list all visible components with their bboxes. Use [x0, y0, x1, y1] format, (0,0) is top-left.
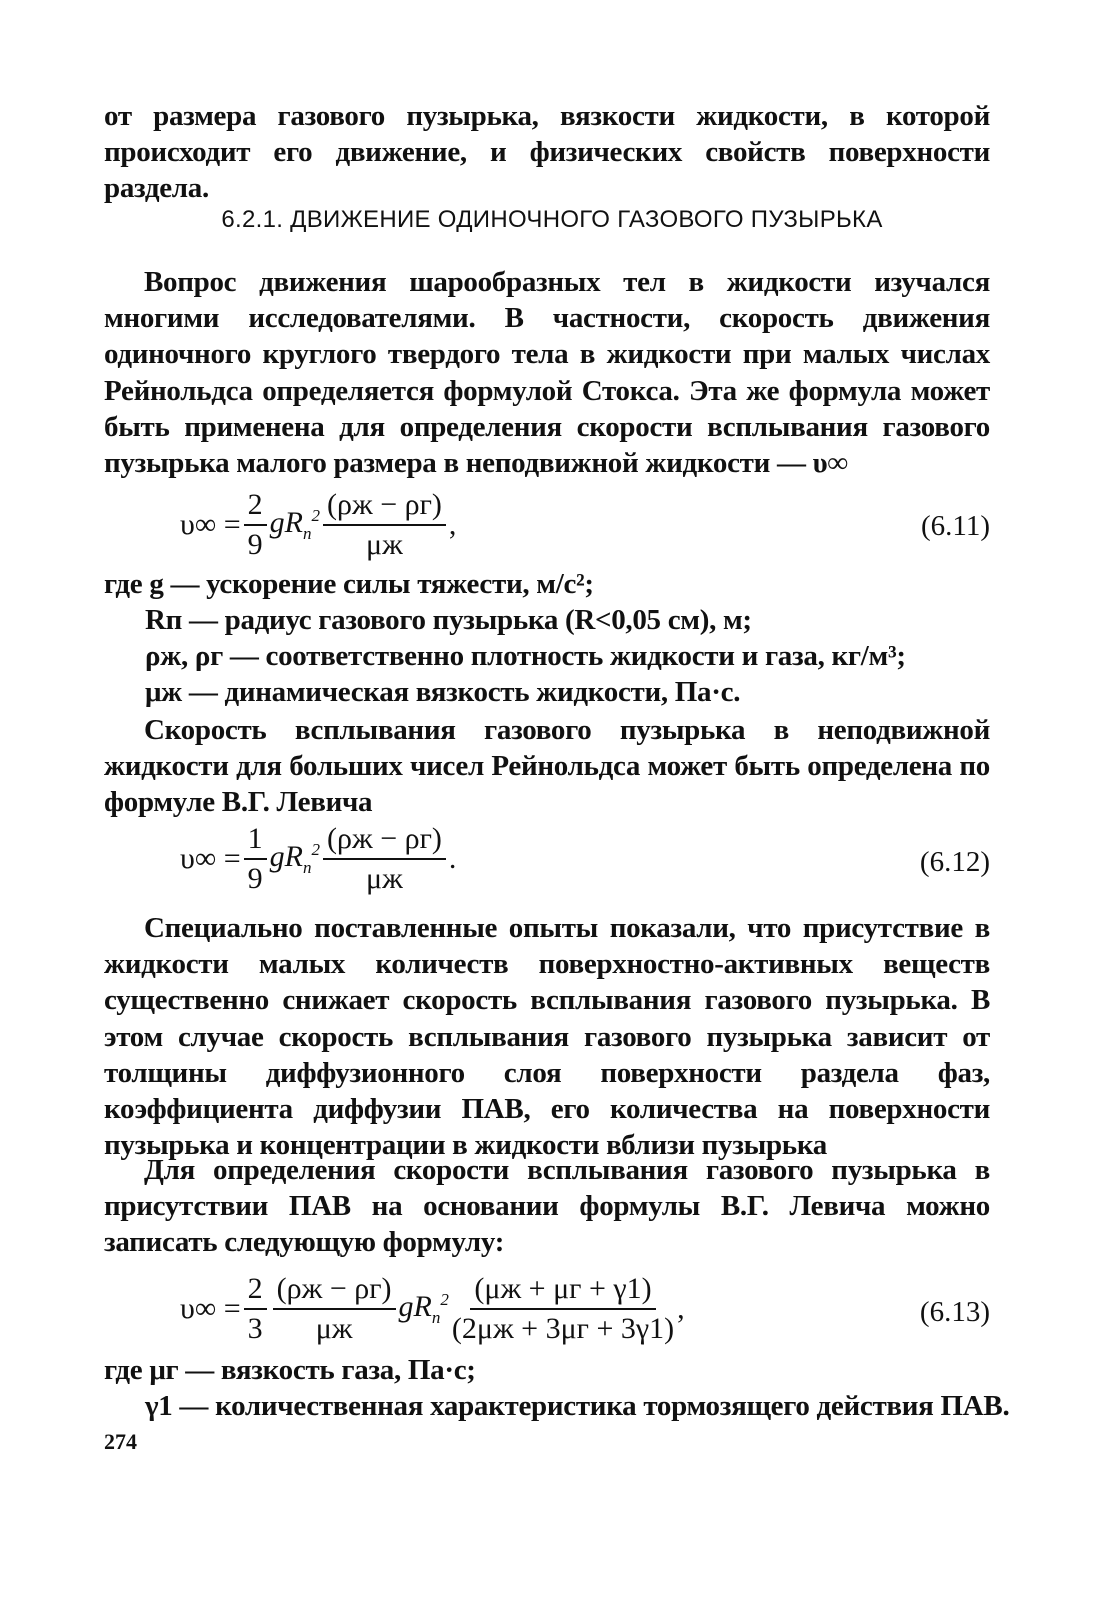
equation-number: (6.12) — [919, 846, 990, 878]
equation-number: (6.13) — [919, 1296, 990, 1328]
where-mu-g: где μг — вязкость газа, Па·с; — [104, 1354, 476, 1386]
section-heading: 6.2.1. ДВИЖЕНИЕ ОДИНОЧНОГО ГАЗОВОГО ПУЗЫРЬКА — [221, 206, 883, 233]
eq-gR: $gR_п^2$ — [269, 506, 320, 543]
where-gamma: γ1 — количественная характеристика тормозящего действия ПАВ. — [145, 1390, 1010, 1422]
paragraph-stokes: Вопрос движения шарообразных тел в жидкости изучался многими исследователями. В частности, скорость движения одиночного круглого твердого тела в жидкости при малых числах Рейнольдса определяется формулой Стокса. Эта же формула может быть применена для определения скорости всплывания газового пузырька малого размера в неподвижной жидкости — υ∞ — [104, 266, 990, 480]
eq-density-fraction: $\frac{(\rho ж - \rho г)}{\mu ж}$ — [323, 488, 446, 562]
paragraph-levich: Скорость всплывания газового пузырька в неподвижной жидкости для больших чисел Рейнольдса может быть определена по формуле В.Г. Левича — [104, 714, 990, 819]
equation-6-13: υ∞ = $\frac{2}{3}$ $\frac{(\rho ж - \rho г)}{\mu ж}$ $gR_п^2$ $\frac{(\mu ж + \mu г + \gamma 1)}{(2\mu ж + 3\mu г + 3\gamma 1)}$ , — [180, 1272, 685, 1345]
equation-6-11: υ∞ = $\frac{2}{9}$ $gR_п^2$ $\frac{(\rho ж - \rho г)}{\mu ж}$ , — [180, 488, 457, 561]
where-rho: ρж, ρг — соответственно плотность жидкости и газа, кг/м³; — [145, 640, 906, 672]
intro-paragraph: от размера газового пузырька, вязкости жидкости, в которой происходит его движение, и физических свойств поверхности раздела. — [104, 100, 990, 205]
eq-coefficient: $\frac{2}{9}$ — [244, 488, 267, 562]
eq-lhs: υ∞ = — [180, 508, 241, 541]
equation-6-12: υ∞ = $\frac{1}{9}$ $gR_п^2$ $\frac{(\rho ж - \rho г)}{\mu ж}$ . — [180, 822, 457, 895]
where-r: Rп — радиус газового пузырька (R<0,05 см), м; — [145, 604, 752, 636]
paragraph-surfactant: Специально поставленные опыты показали, что присутствие в жидкости малых количеств поверхностно-активных веществ существенно снижает скорость всплывания газового пузырька. В этом случае скорость всплывания газового пузырька зависит от толщины диффузионного слоя поверхности раздела фаз, коэффициента диффузии ПАВ, его количества на поверхности пузырька и концентрации в жидкости вблизи пузырька — [104, 912, 990, 1162]
page-number: 274 — [104, 1429, 137, 1454]
where-g: где g — ускорение силы тяжести, м/с²; — [104, 568, 594, 600]
where-mu: μж — динамическая вязкость жидкости, Па·с. — [145, 676, 741, 708]
equation-number: (6.11) — [921, 510, 990, 542]
paragraph-formula-intro: Для определения скорости всплывания газового пузырька в присутствии ПАВ на основании формулы В.Г. Левича можно записать следующую формулу: — [104, 1154, 990, 1259]
